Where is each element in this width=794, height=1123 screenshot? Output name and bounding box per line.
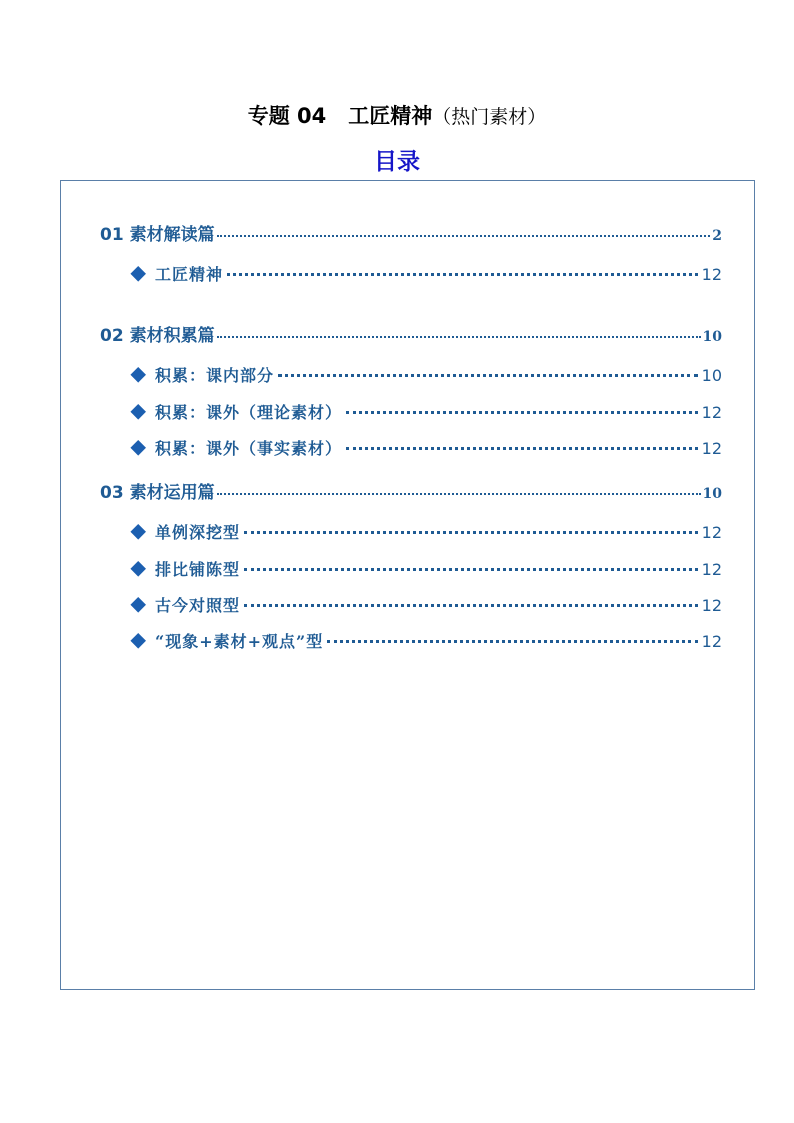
toc-section-page: 10 (702, 329, 722, 345)
dot-leader (244, 568, 698, 571)
toc-item-page: 12 (701, 523, 722, 542)
toc-section-02[interactable] (100, 321, 722, 346)
toc-section-01[interactable] (100, 220, 722, 245)
toc-item-page: 12 (701, 596, 722, 615)
toc-item-label: 积累：课内部分 (155, 366, 275, 385)
title-topic: 工匠精神 (348, 104, 433, 128)
diamond-icon (130, 524, 146, 540)
toc-item[interactable] (130, 400, 722, 423)
dot-leader (346, 411, 698, 414)
toc-item-page: 12 (701, 560, 722, 579)
toc-section-page: 10 (702, 486, 722, 502)
toc-section-label: 02 素材积累篇 (100, 326, 215, 346)
dot-leader (217, 235, 711, 237)
toc-item-page: 12 (701, 265, 722, 284)
diamond-icon (130, 633, 146, 649)
toc-item[interactable] (130, 436, 722, 459)
toc-section-label: 01 素材解读篇 (100, 225, 215, 245)
diamond-icon (130, 266, 146, 282)
dot-leader (217, 493, 701, 495)
diamond-icon (130, 440, 146, 456)
toc-item-label: 排比铺陈型 (155, 560, 241, 579)
toc-item[interactable] (130, 629, 722, 652)
toc-item-page: 12 (701, 439, 722, 458)
toc-item-label: 单例深挖型 (155, 523, 241, 542)
toc-section-page: 2 (712, 228, 722, 244)
dot-leader (227, 273, 698, 276)
toc-section-03[interactable] (100, 478, 722, 503)
diamond-icon (130, 367, 146, 383)
toc-section-label: 03 素材运用篇 (100, 483, 215, 503)
document-title (0, 100, 794, 130)
title-subtitle: （热门素材） (432, 106, 547, 128)
dot-leader (244, 604, 698, 607)
toc-item-page: 12 (701, 632, 722, 651)
toc-item[interactable] (130, 262, 722, 285)
toc-item[interactable] (130, 557, 722, 580)
dot-leader (217, 336, 701, 338)
toc-item-page: 10 (701, 366, 722, 385)
toc-item-label: 工匠精神 (155, 265, 224, 284)
toc-item-label: 古今对照型 (155, 596, 241, 615)
toc-item[interactable] (130, 363, 722, 386)
diamond-icon (130, 404, 146, 420)
diamond-icon (130, 561, 146, 577)
dot-leader (244, 531, 698, 534)
dot-leader (327, 640, 697, 643)
toc-heading: 目录 (374, 149, 420, 175)
toc-item-label: 积累：课外（事实素材） (155, 439, 343, 458)
dot-leader (346, 447, 698, 450)
toc-frame (60, 180, 755, 990)
diamond-icon (130, 597, 146, 613)
toc-item-page: 12 (701, 403, 722, 422)
toc-item[interactable] (130, 593, 722, 616)
toc-item[interactable] (130, 520, 722, 543)
toc-item-label: “现象+素材+观点”型 (155, 632, 324, 651)
toc-item-label: 积累：课外（理论素材） (155, 403, 343, 422)
title-main: 专题 04 (247, 104, 327, 128)
dot-leader (278, 374, 698, 377)
